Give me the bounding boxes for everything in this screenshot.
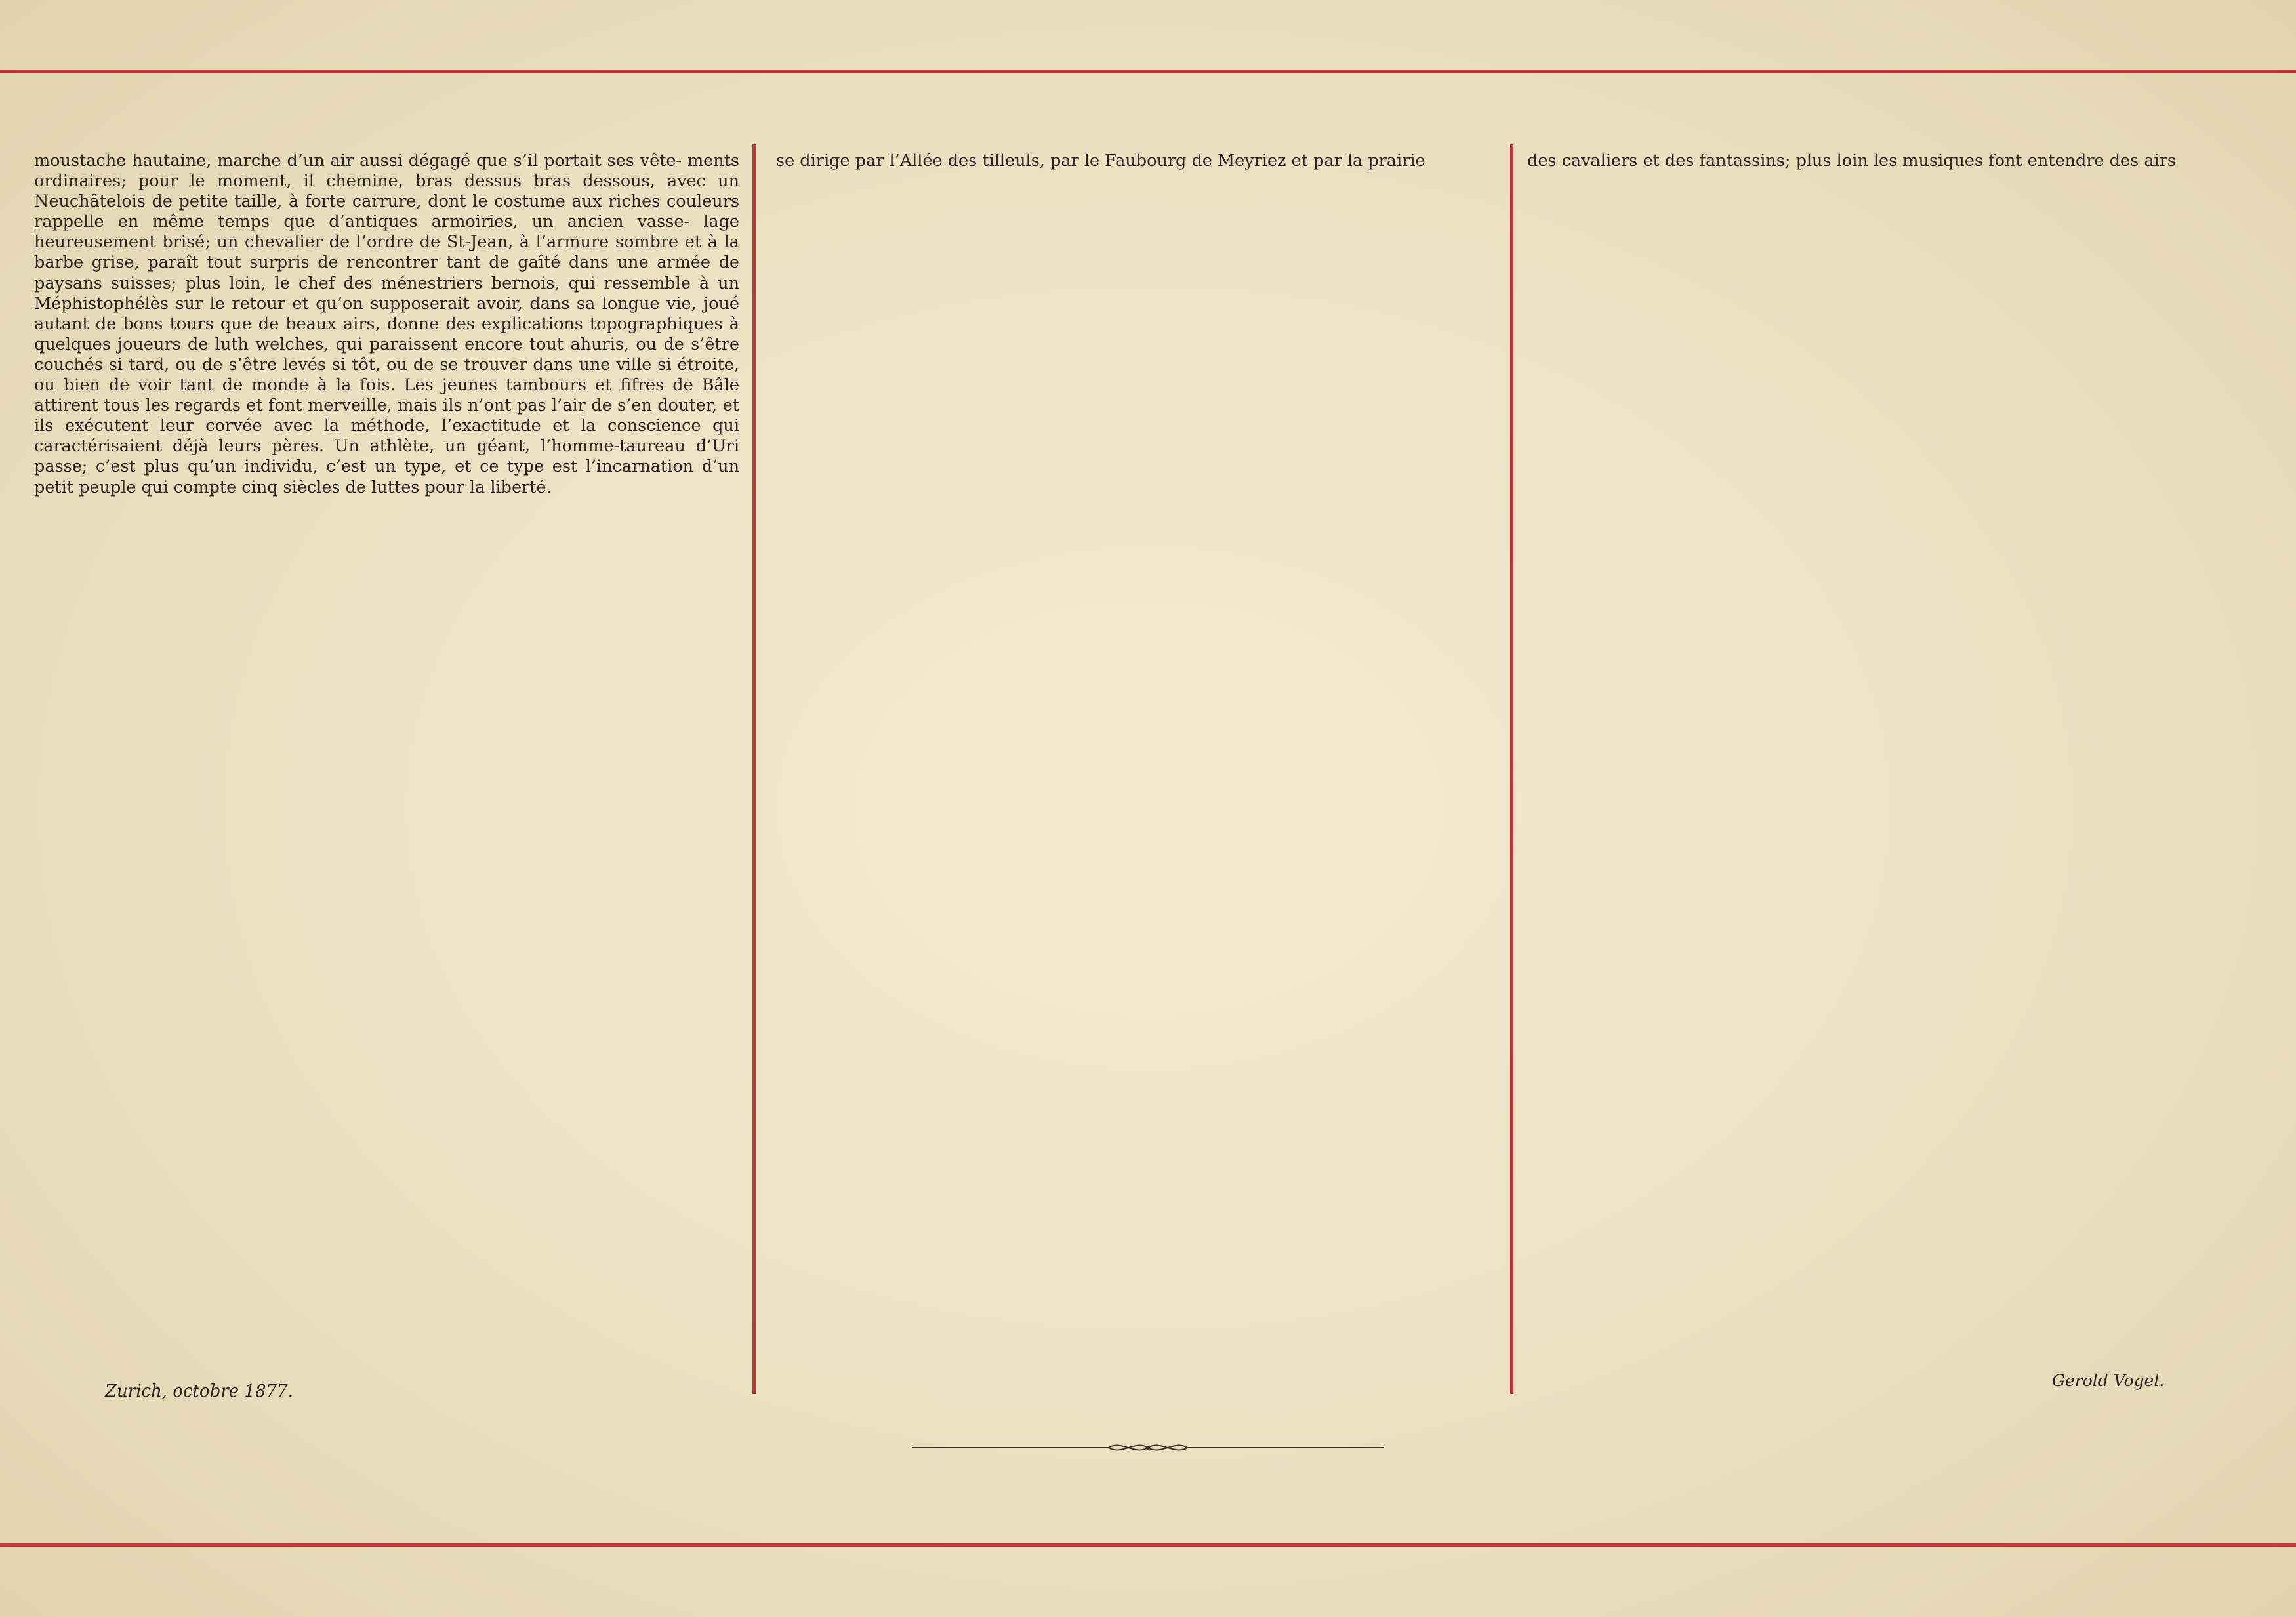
column-divider-2 (1510, 144, 1513, 1394)
text-column-3 (1527, 151, 2257, 1384)
ornament-divider (912, 1440, 1384, 1456)
column-divider-1 (752, 144, 756, 1394)
dateline: Zurich, octobre 1877. (105, 1382, 293, 1401)
author-signature: Gerold Vogel. (2052, 1371, 2165, 1390)
bottom-red-rule (0, 1543, 2296, 1547)
text-column-1 (34, 151, 739, 1384)
paragraph: des cavaliers et des fantassins; plus loin les musiques font entendre des airs (1527, 151, 2176, 171)
text-column-2 (776, 151, 1498, 1384)
paragraph: moustache hautaine, marche d’un air aussi dégagé que s’il portait ses vête- ments ordinaires; pour le moment, il chemine, bras dessus bras dessous, avec un Neuchâtelois de petite taille, à forte carrure, dont le costume aux riches couleurs rappelle en même temps que d’antiques armoiries, un ancien vasse- lage heureusement brisé; un chevalier de l’ordre de St-Jean, à l’armure sombre et à la barbe grise, paraît tout surpris de rencontrer tant de gaîté dans une armée de paysans suisses; plus loin, le chef des ménestriers bernois, qui ressemble à un Méphistophélès sur le retour et qu’on supposerait avoir, dans sa longue vie, joué autant de bons tours que de beaux airs, donne des explications topographiques à quelques joueurs de luth welches, qui paraissent encore tout ahuris, ou de s’être couchés si tard, ou de s’être levés si tôt, ou de se trouver dans une ville si étroite, ou bien de voir tant de monde à la fois. Les jeunes tambours et fifres de Bâle attirent tous les regards et font merveille, mais ils n’ont pas l’air de s’en douter, et ils exécutent leur corvée avec la méthode, l’exactitude et la conscience qui caractérisaient déjà leurs pères. Un athlète, un géant, l’homme-taureau d’Uri passe; c’est plus qu’un individu, c’est un type, et ce type est l’incarnation d’un petit peuple qui compte cinq siècles de luttes pour la liberté. (34, 151, 739, 497)
paragraph: se dirige par l’Allée des tilleuls, par le Faubourg de Meyriez et par la prairie (776, 151, 1425, 171)
top-red-rule (0, 70, 2296, 73)
